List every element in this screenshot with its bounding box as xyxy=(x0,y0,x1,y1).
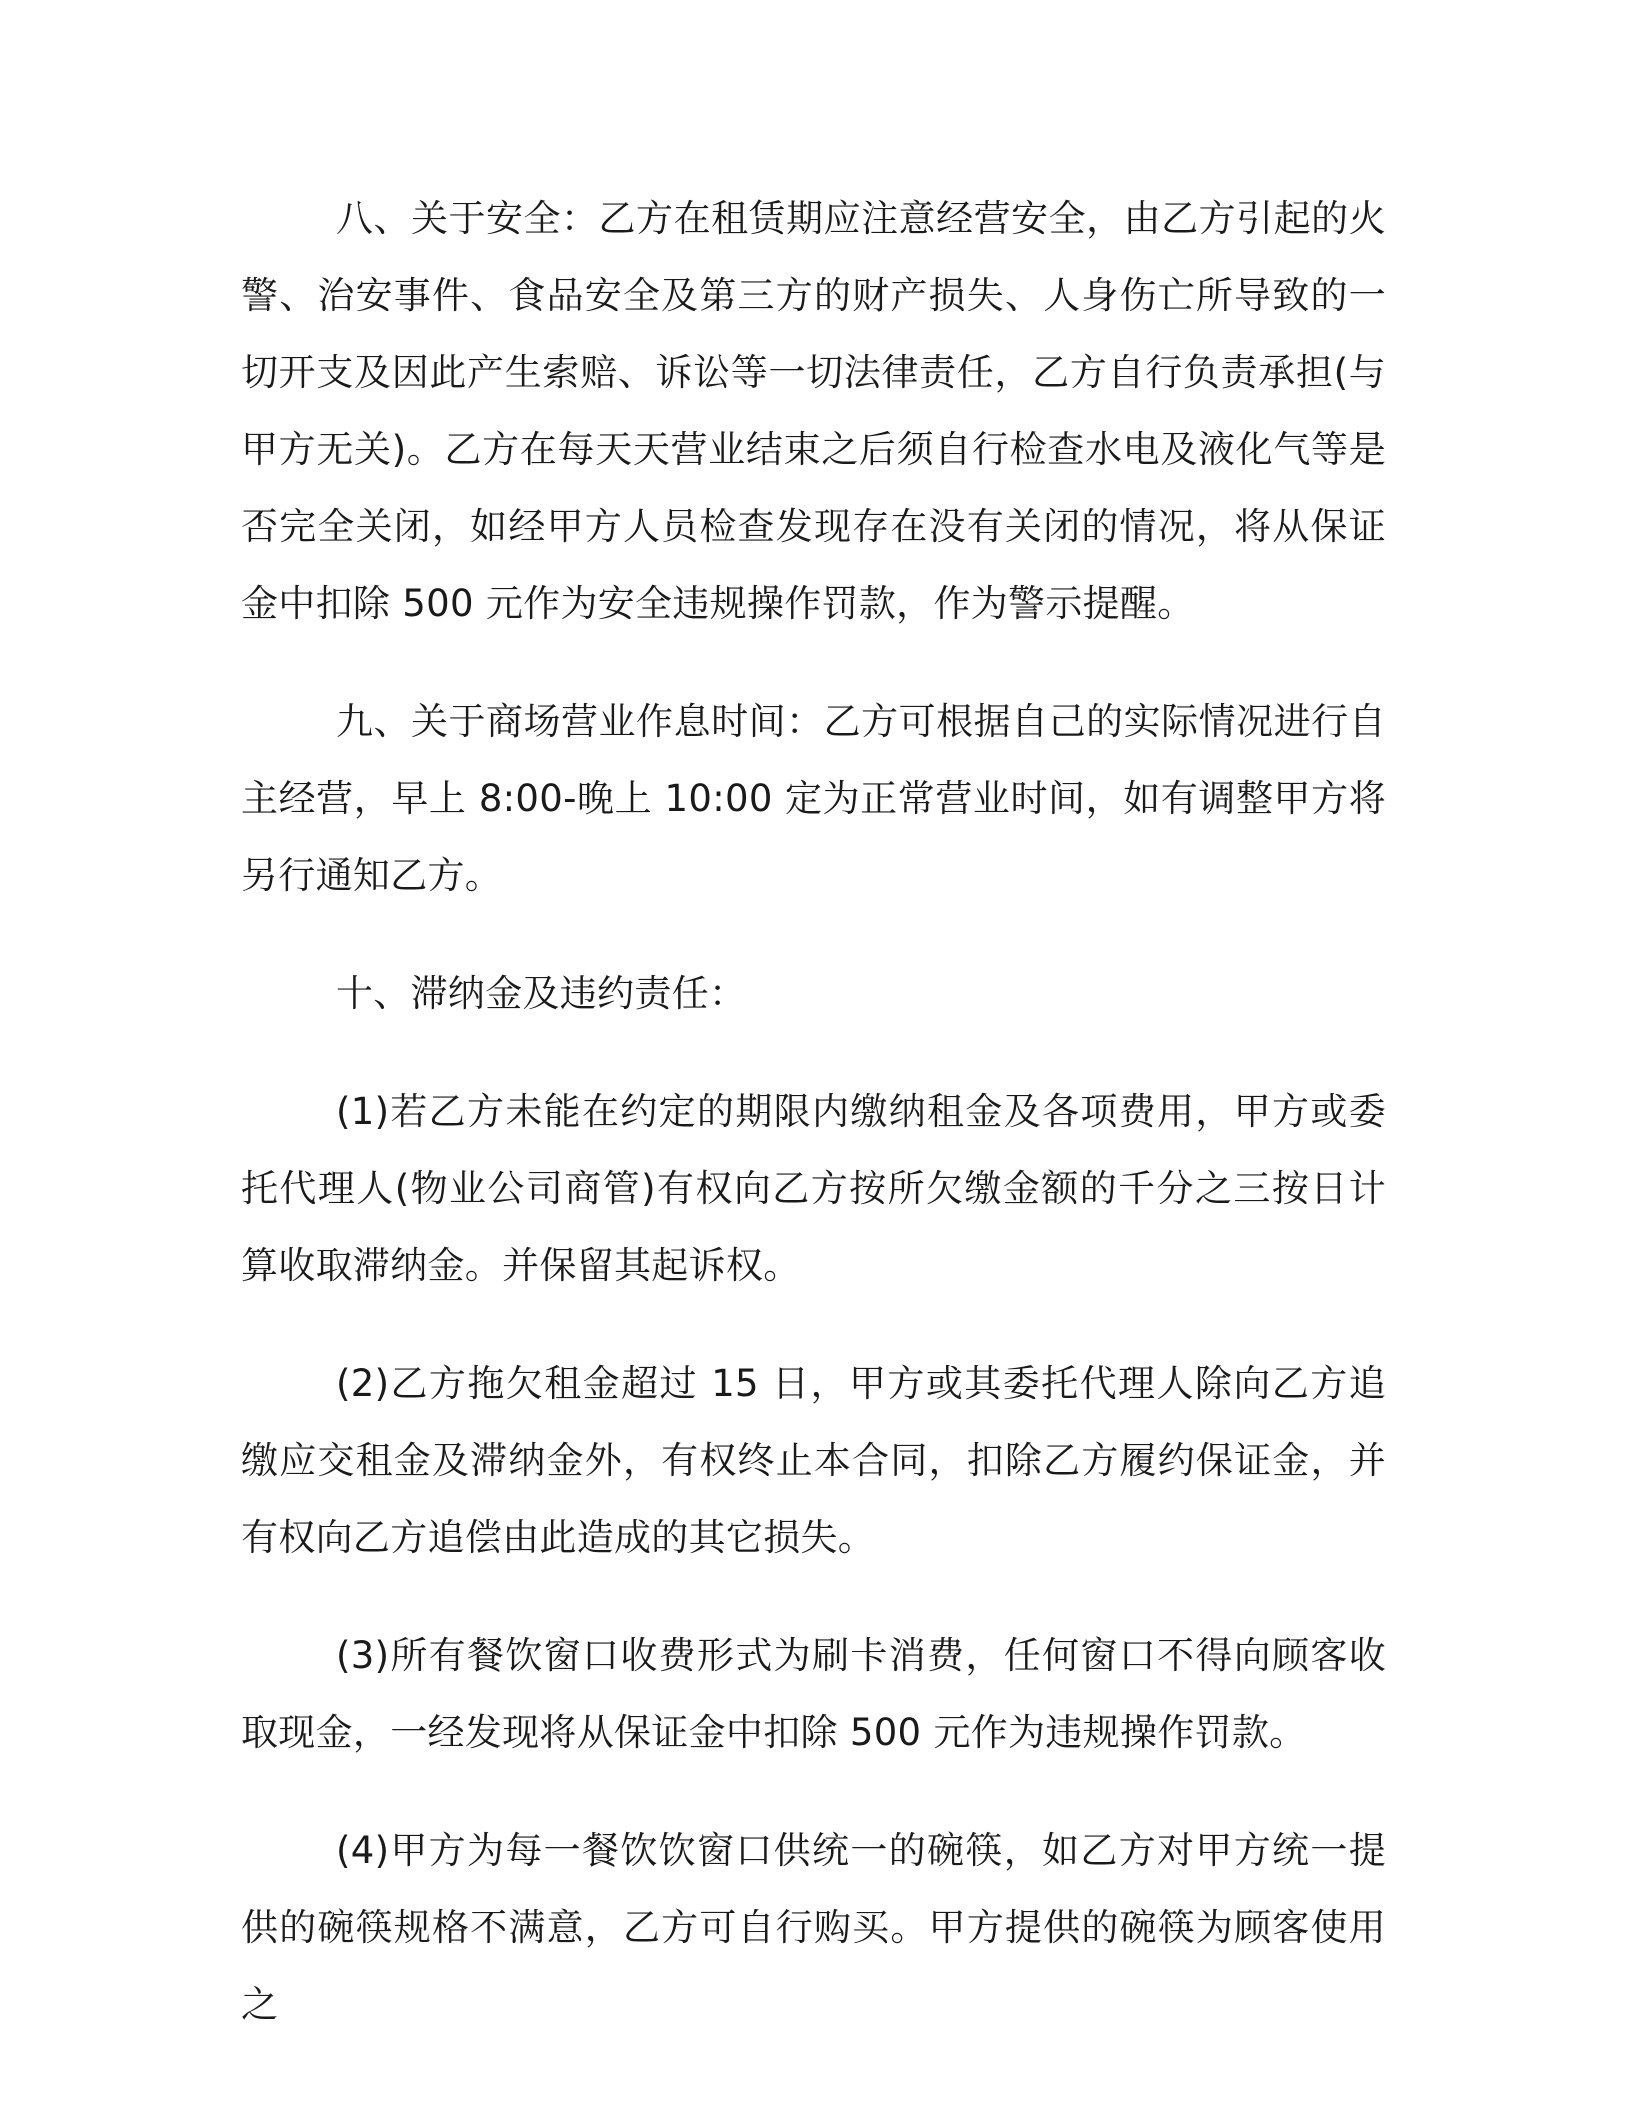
clause-9-business-hours: 九、关于商场营业作息时间：乙方可根据自己的实际情况进行自主经营，早上 8:00-晚上 10:00 定为正常营业时间，如有调整甲方将另行通知乙方。 xyxy=(241,700,1386,897)
clause-10-item-2: (2)乙方拖欠租金超过 15 日，甲方或其委托代理人除向乙方追缴应交租金及滞纳金外，有权终止本合同，扣除乙方履约保证金，并有权向乙方追偿由此造成的其它损失。 xyxy=(241,1362,1386,1559)
clause-10-item-3: (3)所有餐饮窗口收费形式为刷卡消费，任何窗口不得向顾客收取现金，一经发现将从保证金中扣除 500 元作为违规操作罚款。 xyxy=(241,1634,1386,1754)
clause-10-item-1: (1)若乙方未能在约定的期限内缴纳租金及各项费用，甲方或委托代理人(物业公司商管)有权向乙方按所欠缴金额的千分之三按日计算收取滞纳金。并保留其起诉权。 xyxy=(241,1090,1386,1287)
clause-10-heading: 十、滞纳金及违约责任： xyxy=(336,972,747,1015)
document-body xyxy=(241,180,1386,2084)
clause-10-item-4: (4)甲方为每一餐饮饮窗口供统一的碗筷，如乙方对甲方统一提供的碗筷规格不满意，乙方可自行购买。甲方提供的碗筷为顾客使用之 xyxy=(241,1829,1386,2026)
clause-8-safety: 八、关于安全：乙方在租赁期应注意经营安全，由乙方引起的火警、治安事件、食品安全及第三方的财产损失、人身伤亡所导致的一切开支及因此产生索赔、诉讼等一切法律责任，乙方自行负责承担(与甲方无关)。乙方在每天天营业结束之后须自行检查水电及液化气等是否完全关闭，如经甲方人员检查发现存在没有关闭的情况，将从保证金中扣除 500 元作为安全违规操作罚款，作为警示提醒。 xyxy=(241,197,1386,625)
